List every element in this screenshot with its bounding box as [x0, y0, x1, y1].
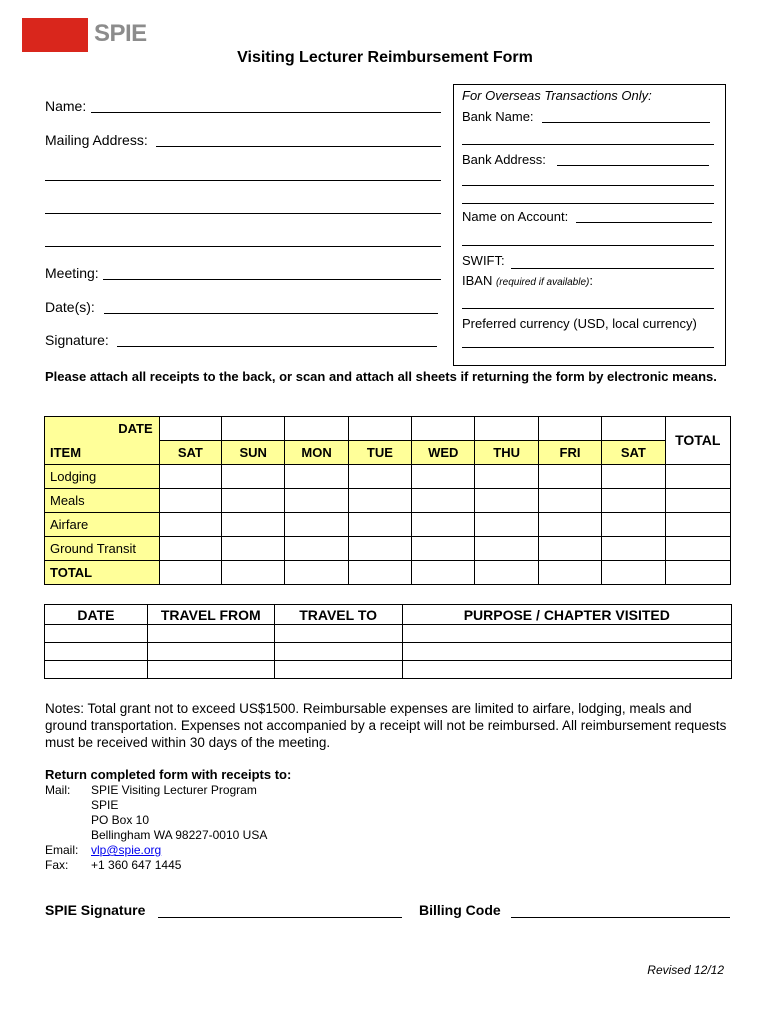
amount-cell[interactable] [538, 536, 601, 560]
amount-cell[interactable] [602, 512, 665, 536]
amount-cell[interactable] [222, 536, 285, 560]
amount-cell[interactable] [159, 488, 221, 512]
day-header: TUE [348, 441, 411, 465]
spie-logo-text: SPIE [94, 20, 147, 47]
day-header: SAT [159, 441, 221, 465]
preferred-currency-label: Preferred currency (USD, local currency) [462, 316, 697, 331]
amount-cell[interactable] [159, 512, 221, 536]
mailing-address-field-2[interactable] [45, 180, 441, 181]
travel-cell[interactable] [402, 661, 731, 679]
name-on-account-field-2[interactable] [462, 245, 714, 246]
amount-cell[interactable] [412, 512, 475, 536]
day-header: WED [412, 441, 475, 465]
amount-cell[interactable] [348, 464, 411, 488]
day-header: THU [475, 441, 538, 465]
iban-field[interactable] [462, 308, 714, 309]
travel-cell[interactable] [147, 643, 274, 661]
name-field[interactable] [91, 112, 441, 113]
day-header: MON [285, 441, 348, 465]
name-on-account-field[interactable] [576, 222, 712, 223]
signature-label: Signature: [45, 332, 109, 348]
travel-from-header: TRAVEL FROM [147, 605, 274, 625]
iban-text: IBAN [462, 273, 493, 288]
mail-line: SPIE [91, 798, 119, 812]
spie-logo-mark [22, 18, 88, 52]
mail-line: PO Box 10 [91, 813, 150, 827]
bank-address-label: Bank Address: [462, 152, 546, 167]
total-cell[interactable] [665, 512, 730, 536]
bank-name-field[interactable] [542, 122, 710, 123]
travel-table [44, 604, 732, 679]
total-cell[interactable] [159, 560, 221, 584]
mail-line: Bellingham WA 98227-0010 USA [91, 828, 268, 842]
amount-cell[interactable] [602, 488, 665, 512]
item-label: Lodging [45, 464, 160, 488]
total-cell[interactable] [665, 488, 730, 512]
date-cell[interactable] [602, 417, 665, 441]
fax-label: Fax: [45, 858, 69, 872]
total-cell[interactable] [665, 536, 730, 560]
amount-cell[interactable] [348, 512, 411, 536]
total-cell[interactable] [222, 560, 285, 584]
day-header: SAT [602, 441, 665, 465]
total-cell[interactable] [665, 464, 730, 488]
amount-cell[interactable] [285, 488, 348, 512]
table-row [45, 464, 731, 488]
receipts-instruction: Please attach all receipts to the back, or scan and attach all sheets if returning the form by electronic means. [45, 369, 717, 384]
bank-name-field-2[interactable] [462, 144, 714, 145]
table-row [45, 560, 731, 584]
amount-cell[interactable] [475, 512, 538, 536]
amount-cell[interactable] [475, 488, 538, 512]
name-on-account-label: Name on Account: [462, 209, 569, 224]
total-cell[interactable] [538, 560, 601, 584]
travel-cell[interactable] [45, 643, 148, 661]
date-cell[interactable] [159, 417, 221, 441]
amount-cell[interactable] [222, 488, 285, 512]
mail-line: SPIE Visiting Lecturer Program [91, 783, 257, 797]
email-link[interactable]: vlp@spie.org [91, 843, 162, 857]
mailing-address-field-3[interactable] [45, 213, 441, 214]
amount-cell[interactable] [285, 464, 348, 488]
overseas-bank-box [453, 84, 726, 366]
iban-colon: : [589, 273, 593, 288]
signature-field[interactable] [117, 346, 437, 347]
total-row-label: TOTAL [45, 560, 160, 584]
total-cell[interactable] [285, 560, 348, 584]
amount-cell[interactable] [412, 488, 475, 512]
travel-to-header: TRAVEL TO [274, 605, 402, 625]
swift-label: SWIFT: [462, 253, 505, 268]
item-header: ITEM [45, 441, 160, 465]
total-column-header: TOTAL [665, 417, 730, 465]
date-header: DATE [45, 417, 160, 441]
travel-cell[interactable] [147, 661, 274, 679]
table-row [45, 625, 732, 643]
swift-field[interactable] [511, 268, 714, 269]
bank-address-field[interactable] [557, 165, 709, 166]
spie-signature-field[interactable] [158, 917, 402, 918]
amount-cell[interactable] [475, 536, 538, 560]
preferred-currency-field[interactable] [462, 347, 714, 348]
total-cell[interactable] [348, 560, 411, 584]
return-heading: Return completed form with receipts to: [45, 767, 292, 782]
table-row [45, 643, 732, 661]
table-row [45, 441, 731, 465]
amount-cell[interactable] [348, 536, 411, 560]
amount-cell[interactable] [222, 512, 285, 536]
billing-code-label: Billing Code [419, 902, 501, 918]
table-row [45, 536, 731, 560]
billing-code-field[interactable] [511, 917, 730, 918]
amount-cell[interactable] [348, 488, 411, 512]
notes-paragraph: Notes: Total grant not to exceed US$1500. Reimbursable expenses are limited to airfare, lodging, meals and ground transportation. Expenses not accompanied by a receipt will not be reimbursed. All reimbursement requests must be received within 30 days of the meeting. [45, 701, 727, 750]
dates-label: Date(s): [45, 299, 95, 315]
name-label: Name: [45, 98, 87, 114]
table-row [45, 512, 731, 536]
day-header: FRI [538, 441, 601, 465]
mail-label: Mail: [45, 783, 71, 797]
date-cell[interactable] [348, 417, 411, 441]
amount-cell[interactable] [475, 464, 538, 488]
meeting-field[interactable] [103, 279, 441, 280]
amount-cell[interactable] [412, 464, 475, 488]
total-cell[interactable] [602, 560, 665, 584]
date-cell[interactable] [538, 417, 601, 441]
travel-cell[interactable] [45, 625, 148, 643]
amount-cell[interactable] [412, 536, 475, 560]
travel-cell[interactable] [45, 661, 148, 679]
fax-number: +1 360 647 1445 [91, 858, 182, 872]
amount-cell[interactable] [222, 464, 285, 488]
table-row [45, 488, 731, 512]
page-title: Visiting Lecturer Reimbursement Form [237, 49, 533, 66]
mailing-address-label: Mailing Address: [45, 132, 148, 148]
travel-date-header: DATE [45, 605, 148, 625]
table-row [45, 417, 731, 441]
travel-cell[interactable] [274, 625, 402, 643]
table-row [45, 605, 732, 625]
travel-cell[interactable] [402, 643, 731, 661]
date-cell[interactable] [412, 417, 475, 441]
day-header: SUN [222, 441, 285, 465]
iban-label [462, 273, 593, 288]
meeting-label: Meeting: [45, 265, 99, 281]
purpose-header: PURPOSE / CHAPTER VISITED [402, 605, 731, 625]
amount-cell[interactable] [285, 536, 348, 560]
item-label: Airfare [45, 512, 160, 536]
travel-cell[interactable] [274, 661, 402, 679]
amount-cell[interactable] [159, 536, 221, 560]
bank-address-field-3[interactable] [462, 203, 714, 204]
mailing-address-field[interactable] [156, 146, 441, 147]
date-cell[interactable] [222, 417, 285, 441]
travel-cell[interactable] [147, 625, 274, 643]
date-cell[interactable] [285, 417, 348, 441]
item-label: Meals [45, 488, 160, 512]
spie-signature-label: SPIE Signature [45, 902, 146, 918]
total-cell[interactable] [475, 560, 538, 584]
amount-cell[interactable] [285, 512, 348, 536]
travel-cell[interactable] [274, 643, 402, 661]
overseas-heading: For Overseas Transactions Only: [462, 88, 652, 103]
amount-cell[interactable] [538, 464, 601, 488]
bank-address-field-2[interactable] [462, 185, 714, 186]
dates-field[interactable] [104, 313, 438, 314]
amount-cell[interactable] [159, 464, 221, 488]
amount-cell[interactable] [538, 512, 601, 536]
expense-table [44, 416, 731, 585]
date-cell[interactable] [475, 417, 538, 441]
travel-cell[interactable] [402, 625, 731, 643]
mailing-address-field-4[interactable] [45, 246, 441, 247]
bank-name-label: Bank Name: [462, 109, 534, 124]
email-label: Email: [45, 843, 79, 857]
amount-cell[interactable] [602, 464, 665, 488]
total-cell[interactable] [412, 560, 475, 584]
table-row [45, 661, 732, 679]
item-label: Ground Transit [45, 536, 160, 560]
grand-total-cell[interactable] [665, 560, 730, 584]
amount-cell[interactable] [602, 536, 665, 560]
iban-note: (required if available) [495, 277, 590, 288]
amount-cell[interactable] [538, 488, 601, 512]
revised-date: Revised 12/12 [647, 963, 724, 977]
